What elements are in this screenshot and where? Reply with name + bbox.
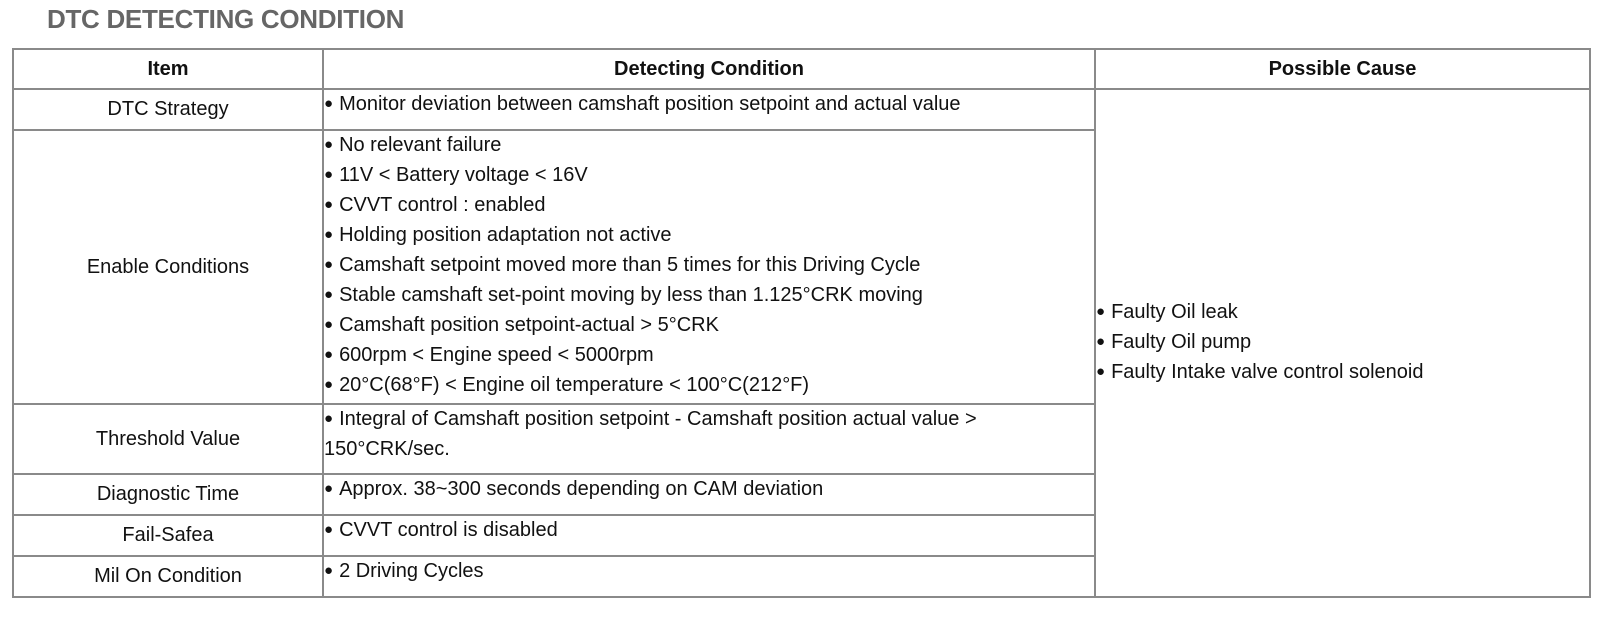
section-title: DTC DETECTING CONDITION	[47, 4, 405, 34]
item-fail-safe: Fail-Safea	[13, 515, 323, 556]
item-mil-on-condition: Mil On Condition	[13, 556, 323, 597]
header-item: Item	[13, 49, 323, 89]
condition-line: ● Stable camshaft set-point moving by less than 1.125°CRK moving	[324, 284, 923, 306]
condition-line: ● CVVT control is disabled	[324, 519, 558, 541]
condition-line-continuation: 150°CRK/sec.	[324, 438, 450, 460]
possible-cause-cell	[1095, 89, 1590, 597]
condition-line: ● 2 Driving Cycles	[324, 560, 484, 582]
condition-enable-conditions	[323, 130, 1095, 404]
condition-line: ● Holding position adaptation not active	[324, 224, 672, 246]
table-row	[13, 89, 1590, 130]
condition-dtc-strategy	[323, 89, 1095, 130]
cause-line: ● Faulty Oil leak	[1096, 301, 1238, 323]
cause-line: ● Faulty Intake valve control solenoid	[1096, 361, 1424, 383]
condition-line: ● No relevant failure	[324, 134, 502, 156]
cause-line: ● Faulty Oil pump	[1096, 331, 1252, 353]
condition-line: ● Approx. 38~300 seconds depending on CAM deviation	[324, 478, 824, 500]
dtc-detecting-condition-table	[12, 48, 1591, 598]
condition-fail-safe	[323, 515, 1095, 556]
condition-diagnostic-time	[323, 474, 1095, 515]
condition-line: ● Camshaft setpoint moved more than 5 times for this Driving Cycle	[324, 254, 921, 276]
item-diagnostic-time: Diagnostic Time	[13, 474, 323, 515]
condition-threshold-value	[323, 404, 1095, 474]
table-header-row	[13, 49, 1590, 89]
header-possible-cause: Possible Cause	[1095, 49, 1590, 89]
condition-line: ● 600rpm < Engine speed < 5000rpm	[324, 344, 654, 366]
condition-line: ● 11V < Battery voltage < 16V	[324, 164, 588, 186]
item-threshold-value: Threshold Value	[13, 404, 323, 474]
condition-line: ● Camshaft position setpoint-actual > 5°CRK	[324, 314, 719, 336]
condition-line: ● CVVT control : enabled	[324, 194, 546, 216]
item-enable-conditions: Enable Conditions	[13, 130, 323, 404]
header-detecting-condition: Detecting Condition	[323, 49, 1095, 89]
condition-line: ● 20°C(68°F) < Engine oil temperature < 100°C(212°F)	[324, 374, 810, 396]
condition-line: ● Monitor deviation between camshaft position setpoint and actual value	[324, 93, 961, 115]
item-dtc-strategy: DTC Strategy	[13, 89, 323, 130]
condition-mil-on-condition	[323, 556, 1095, 597]
condition-line: ● Integral of Camshaft position setpoint - Camshaft position actual value >	[324, 408, 977, 430]
